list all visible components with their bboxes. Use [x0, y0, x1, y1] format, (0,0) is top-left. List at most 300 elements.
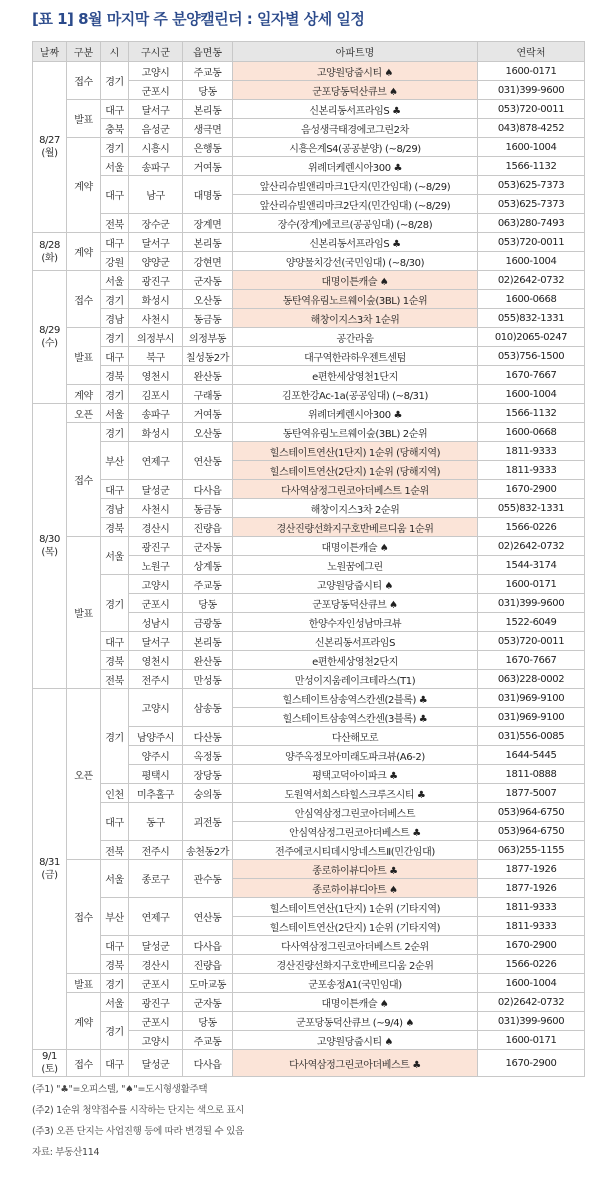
town-cell: 오산동 [183, 290, 233, 309]
town-cell: 완산동 [183, 366, 233, 385]
table-row [33, 442, 585, 461]
table-row [33, 974, 585, 993]
column-header: 읍면동 [183, 42, 233, 62]
district-cell: 달성군 [129, 480, 183, 499]
type-cell: 오픈 [67, 404, 101, 423]
town-cell: 다산동 [183, 727, 233, 746]
contact-cell: 031)969-9100 [478, 689, 585, 708]
table-row [33, 328, 585, 347]
region-cell: 서울 [101, 404, 129, 423]
contact-cell: 055)832-1331 [478, 309, 585, 328]
column-header: 시 [101, 42, 129, 62]
town-cell: 상계동 [183, 556, 233, 575]
date-cell: 8/31 (금) [33, 689, 67, 1050]
contact-cell: 1544-3174 [478, 556, 585, 575]
town-cell: 의정부동 [183, 328, 233, 347]
district-cell: 화성시 [129, 290, 183, 309]
contact-cell: 063)280-7493 [478, 214, 585, 233]
apartment-name: 군포송정A1(국민임대) [233, 974, 478, 993]
district-cell: 음성군 [129, 119, 183, 138]
table-row [33, 651, 585, 670]
region-cell: 서울 [101, 271, 129, 290]
district-cell: 영천시 [129, 366, 183, 385]
contact-cell: 1600-0171 [478, 575, 585, 594]
type-cell: 접수 [67, 1050, 101, 1077]
district-cell: 화성시 [129, 423, 183, 442]
table-row [33, 404, 585, 423]
type-cell: 계약 [67, 138, 101, 233]
district-cell: 광진구 [129, 993, 183, 1012]
apartment-name: 군포당동덕산큐브 ♠ [233, 81, 478, 100]
contact-cell: 1811-9333 [478, 442, 585, 461]
apartment-name: 양주옥정모아미래도파크뷰(A6-2) [233, 746, 478, 765]
district-cell: 종로구 [129, 860, 183, 898]
region-cell: 경북 [101, 955, 129, 974]
district-cell: 노원구 [129, 556, 183, 575]
table-row [33, 632, 585, 651]
town-cell: 진량읍 [183, 955, 233, 974]
table-row [33, 385, 585, 404]
contact-cell: 1811-9333 [478, 898, 585, 917]
contact-cell: 1600-1004 [478, 138, 585, 157]
table-row [33, 784, 585, 803]
apartment-name: 장수(장계)에코르(공공임대) (~8/28) [233, 214, 478, 233]
town-cell: 옥정동 [183, 746, 233, 765]
apartment-name: 다사역삼정그린코아더베스트 ♣ [233, 1050, 478, 1077]
contact-cell: 055)832-1331 [478, 499, 585, 518]
table-row [33, 936, 585, 955]
district-cell: 의정부시 [129, 328, 183, 347]
apartment-name: 종로하이뷰디아트 ♣ [233, 860, 478, 879]
contact-cell: 063)255-1155 [478, 841, 585, 860]
contact-cell: 063)228-0002 [478, 670, 585, 689]
table-row [33, 423, 585, 442]
type-cell: 접수 [67, 62, 101, 100]
table-row [33, 157, 585, 176]
type-cell: 발표 [67, 974, 101, 993]
contact-cell: 053)720-0011 [478, 100, 585, 119]
region-cell: 서울 [101, 993, 129, 1012]
contact-cell: 1811-9333 [478, 461, 585, 480]
town-cell: 군자동 [183, 271, 233, 290]
apartment-name: 위례더케렌시아300 ♣ [233, 157, 478, 176]
contact-cell: 1877-1926 [478, 879, 585, 898]
region-cell: 경기 [101, 62, 129, 100]
contact-cell: 1600-1004 [478, 252, 585, 271]
district-cell: 달서구 [129, 100, 183, 119]
table-row [33, 176, 585, 195]
table-row [33, 347, 585, 366]
contact-cell: 1566-1132 [478, 157, 585, 176]
town-cell: 칠성동2가 [183, 347, 233, 366]
town-cell: 당동 [183, 81, 233, 100]
town-cell: 본리동 [183, 632, 233, 651]
district-cell: 사천시 [129, 309, 183, 328]
contact-cell: 031)969-9100 [478, 708, 585, 727]
town-cell: 대명동 [183, 176, 233, 214]
apartment-name: 대명이튼캐슬 ♠ [233, 271, 478, 290]
type-cell: 계약 [67, 233, 101, 271]
apartment-name: 군포당동덕산큐브 (~9/4) ♠ [233, 1012, 478, 1031]
contact-cell: 053)625-7373 [478, 195, 585, 214]
district-cell: 달서구 [129, 233, 183, 252]
district-cell: 연제구 [129, 442, 183, 480]
table-row [33, 309, 585, 328]
contact-cell: 1670-2900 [478, 480, 585, 499]
town-cell: 강현면 [183, 252, 233, 271]
town-cell: 진량읍 [183, 518, 233, 537]
table-row [33, 1012, 585, 1031]
town-cell: 만성동 [183, 670, 233, 689]
apartment-name: e편한세상영천2단지 [233, 651, 478, 670]
region-cell: 경기 [101, 1012, 129, 1050]
region-cell: 전북 [101, 214, 129, 233]
town-cell: 본리동 [183, 100, 233, 119]
district-cell: 김포시 [129, 385, 183, 404]
apartment-name: 경산진량선화지구호반베르디움 2순위 [233, 955, 478, 974]
table-body [33, 62, 585, 1077]
region-cell: 대구 [101, 100, 129, 119]
apartment-name: 고양원당줍시티 ♠ [233, 575, 478, 594]
district-cell: 남양주시 [129, 727, 183, 746]
town-cell: 도마교동 [183, 974, 233, 993]
contact-cell: 031)399-9600 [478, 1012, 585, 1031]
type-cell: 오픈 [67, 689, 101, 860]
district-cell: 달서구 [129, 632, 183, 651]
apartment-name: 힐스테이트연산(1단지) 1순위 (당해지역) [233, 442, 478, 461]
district-cell: 양양군 [129, 252, 183, 271]
town-cell: 장당동 [183, 765, 233, 784]
date-cell: 8/28 (화) [33, 233, 67, 271]
contact-cell: 1877-1926 [478, 860, 585, 879]
district-cell: 군포시 [129, 81, 183, 100]
contact-cell: 1566-0226 [478, 518, 585, 537]
apartment-name: 대구역한라하우젠트센텀 [233, 347, 478, 366]
region-cell: 경기 [101, 689, 129, 784]
apartment-name: 힐스테이트연산(1단지) 1순위 (기타지역) [233, 898, 478, 917]
town-cell: 생극면 [183, 119, 233, 138]
apartment-name: 동탄역유림노르웨이숲(3BL) 2순위 [233, 423, 478, 442]
apartment-name: 대명이튼캐슬 ♠ [233, 993, 478, 1012]
table-row [33, 575, 585, 594]
apartment-name: 힐스테이트연산(2단지) 1순위 (기타지역) [233, 917, 478, 936]
contact-cell: 053)720-0011 [478, 233, 585, 252]
column-header: 아파트명 [233, 42, 478, 62]
district-cell: 고양시 [129, 575, 183, 594]
column-header: 구시군 [129, 42, 183, 62]
apartment-name: 해창이지스3차 2순위 [233, 499, 478, 518]
district-cell: 군포시 [129, 594, 183, 613]
contact-cell: 031)399-9600 [478, 81, 585, 100]
apartment-name: 공간라움 [233, 328, 478, 347]
apartment-name: 힐스테이트삼송역스칸센(2블록) ♣ [233, 689, 478, 708]
district-cell: 시흥시 [129, 138, 183, 157]
town-cell: 군자동 [183, 537, 233, 556]
region-cell: 경기 [101, 290, 129, 309]
district-cell: 남구 [129, 176, 183, 214]
table-row [33, 119, 585, 138]
region-cell: 충북 [101, 119, 129, 138]
table-row [33, 290, 585, 309]
table-row [33, 537, 585, 556]
contact-cell: 1670-7667 [478, 651, 585, 670]
region-cell: 서울 [101, 157, 129, 176]
apartment-name: 안심역삼정그린코아더베스트 [233, 803, 478, 822]
town-cell: 연산동 [183, 898, 233, 936]
column-header: 연락처 [478, 42, 585, 62]
date-cell: 8/30 (목) [33, 404, 67, 689]
district-cell: 미추홀구 [129, 784, 183, 803]
region-cell: 서울 [101, 860, 129, 898]
region-cell: 경남 [101, 309, 129, 328]
contact-cell: 1600-1004 [478, 974, 585, 993]
contact-cell: 1670-7667 [478, 366, 585, 385]
town-cell: 괴전동 [183, 803, 233, 841]
apartment-name: 양양물치강선(국민임대) (~8/30) [233, 252, 478, 271]
apartment-name: 대명이튼캐슬 ♠ [233, 537, 478, 556]
contact-cell: 031)399-9600 [478, 594, 585, 613]
contact-cell: 1670-2900 [478, 1050, 585, 1077]
table-row [33, 271, 585, 290]
district-cell: 달성군 [129, 936, 183, 955]
table-row [33, 860, 585, 879]
column-header: 구분 [67, 42, 101, 62]
region-cell: 대구 [101, 347, 129, 366]
town-cell: 장계면 [183, 214, 233, 233]
type-cell: 계약 [67, 993, 101, 1050]
footnote: (주2) 1순위 청약접수를 시작하는 단지는 색으로 표시 [32, 1105, 245, 1116]
apartment-name: 전주에코시티데시앙네스트Ⅱ(민간임대) [233, 841, 478, 860]
town-cell: 다사읍 [183, 936, 233, 955]
town-cell: 관수동 [183, 860, 233, 898]
table-row [33, 803, 585, 822]
contact-cell: 1600-0171 [478, 62, 585, 81]
type-cell: 접수 [67, 423, 101, 537]
town-cell: 연산동 [183, 442, 233, 480]
type-cell: 접수 [67, 271, 101, 328]
region-cell: 경북 [101, 366, 129, 385]
apartment-name: 동탄역유림노르웨이숲(3BL) 1순위 [233, 290, 478, 309]
region-cell: 대구 [101, 480, 129, 499]
table-row [33, 233, 585, 252]
town-cell: 군자동 [183, 993, 233, 1012]
type-cell: 접수 [67, 860, 101, 974]
region-cell: 경북 [101, 651, 129, 670]
town-cell: 동금동 [183, 309, 233, 328]
town-cell: 주교동 [183, 62, 233, 81]
apartment-name: 김포한강Ac-1a(공공임대) (~8/31) [233, 385, 478, 404]
apartment-name: 한양수자인성남마크뷰 [233, 613, 478, 632]
table-row [33, 1050, 585, 1077]
town-cell: 완산동 [183, 651, 233, 670]
apartment-name: 안심역삼정그린코아더베스트 ♣ [233, 822, 478, 841]
apartment-name: 고양원당줍시티 ♠ [233, 62, 478, 81]
region-cell: 경기 [101, 385, 129, 404]
district-cell: 성남시 [129, 613, 183, 632]
town-cell: 거여동 [183, 157, 233, 176]
district-cell: 군포시 [129, 974, 183, 993]
contact-cell: 1600-0668 [478, 423, 585, 442]
district-cell: 고양시 [129, 62, 183, 81]
town-cell: 금광동 [183, 613, 233, 632]
contact-cell: 043)878-4252 [478, 119, 585, 138]
apartment-name: 노원꿈에그린 [233, 556, 478, 575]
region-cell: 강원 [101, 252, 129, 271]
table-row [33, 841, 585, 860]
region-cell: 전북 [101, 670, 129, 689]
district-cell: 전주시 [129, 670, 183, 689]
contact-cell: 053)964-6750 [478, 803, 585, 822]
column-header: 날짜 [33, 42, 67, 62]
contact-cell: 1877-5007 [478, 784, 585, 803]
town-cell: 거여동 [183, 404, 233, 423]
apartment-name: 다사역삼정그린코아더베스트 2순위 [233, 936, 478, 955]
type-cell: 발표 [67, 537, 101, 689]
contact-cell: 1600-0668 [478, 290, 585, 309]
apartment-name: 신본리동서프라임S ♣ [233, 233, 478, 252]
district-cell: 송파구 [129, 157, 183, 176]
town-cell: 다사읍 [183, 480, 233, 499]
contact-cell: 1600-1004 [478, 385, 585, 404]
region-cell: 경기 [101, 575, 129, 632]
contact-cell: 053)964-6750 [478, 822, 585, 841]
region-cell: 대구 [101, 936, 129, 955]
apartment-name: 다산해모로 [233, 727, 478, 746]
table-row [33, 670, 585, 689]
apartment-name: 음성생극태경에코그린2차 [233, 119, 478, 138]
date-cell: 8/27 (월) [33, 62, 67, 233]
district-cell: 평택시 [129, 765, 183, 784]
apartment-name: 평택고덕아이파크 ♣ [233, 765, 478, 784]
contact-cell: 1522-6049 [478, 613, 585, 632]
footnote: (주1) "♣"=오피스텔, "♠"=도시형생활주택 [32, 1084, 208, 1095]
region-cell: 대구 [101, 632, 129, 651]
region-cell: 인천 [101, 784, 129, 803]
contact-cell: 031)556-0085 [478, 727, 585, 746]
town-cell: 구래동 [183, 385, 233, 404]
district-cell: 장수군 [129, 214, 183, 233]
contact-cell: 053)720-0011 [478, 632, 585, 651]
town-cell: 다사읍 [183, 1050, 233, 1077]
table-row [33, 955, 585, 974]
apartment-name: 다사역삼정그린코아더베스트 1순위 [233, 480, 478, 499]
type-cell: 계약 [67, 385, 101, 404]
contact-cell: 1644-5445 [478, 746, 585, 765]
apartment-name: 신본리동서프라임S [233, 632, 478, 651]
region-cell: 대구 [101, 803, 129, 841]
contact-cell: 1566-0226 [478, 955, 585, 974]
district-cell: 경산시 [129, 955, 183, 974]
apartment-name: 종로하이뷰디아트 ♠ [233, 879, 478, 898]
region-cell: 부산 [101, 442, 129, 480]
district-cell: 달성군 [129, 1050, 183, 1077]
contact-cell: 1670-2900 [478, 936, 585, 955]
district-cell: 사천시 [129, 499, 183, 518]
page-title: [표 1] 8월 마지막 주 분양캘린더 : 일자별 상세 일정 [32, 10, 365, 28]
contact-cell: 1811-9333 [478, 917, 585, 936]
region-cell: 대구 [101, 176, 129, 214]
apartment-name: 신본리동서프라임S ♣ [233, 100, 478, 119]
apartment-name: 시흥은계S4(공공분양) (~8/29) [233, 138, 478, 157]
district-cell: 동구 [129, 803, 183, 841]
region-cell: 경북 [101, 518, 129, 537]
apartment-name: 앞산리슈빌앤리마크2단지(민간임대) (~8/29) [233, 195, 478, 214]
type-cell: 발표 [67, 100, 101, 138]
district-cell: 고양시 [129, 1031, 183, 1050]
contact-cell: 010)2065-0247 [478, 328, 585, 347]
district-cell: 군포시 [129, 1012, 183, 1031]
district-cell: 전주시 [129, 841, 183, 860]
table-row [33, 993, 585, 1012]
contact-cell: 053)625-7373 [478, 176, 585, 195]
source-note: 자료: 부동산114 [32, 1147, 100, 1158]
footnote: (주3) 오픈 단지는 사업진행 등에 따라 변경될 수 있음 [32, 1126, 244, 1137]
region-cell: 대구 [101, 233, 129, 252]
table-row [33, 252, 585, 271]
table-row [33, 898, 585, 917]
table-row [33, 480, 585, 499]
district-cell: 고양시 [129, 689, 183, 727]
region-cell: 경기 [101, 138, 129, 157]
contact-cell: 02)2642-0732 [478, 993, 585, 1012]
table-row [33, 518, 585, 537]
region-cell: 대구 [101, 1050, 129, 1077]
region-cell: 경기 [101, 423, 129, 442]
apartment-name: 해창이지스3차 1순위 [233, 309, 478, 328]
district-cell: 광진구 [129, 271, 183, 290]
date-cell: 9/1 (토) [33, 1050, 67, 1077]
town-cell: 송천동2가 [183, 841, 233, 860]
town-cell: 주교동 [183, 1031, 233, 1050]
table-row [33, 214, 585, 233]
contact-cell: 1566-1132 [478, 404, 585, 423]
apartment-name: 경산진량선화지구호반베르디움 1순위 [233, 518, 478, 537]
town-cell: 당동 [183, 594, 233, 613]
district-cell: 영천시 [129, 651, 183, 670]
district-cell: 연제구 [129, 898, 183, 936]
table-row [33, 689, 585, 708]
table-row [33, 138, 585, 157]
town-cell: 은행동 [183, 138, 233, 157]
region-cell: 경기 [101, 974, 129, 993]
table-row [33, 100, 585, 119]
region-cell: 경기 [101, 328, 129, 347]
type-cell: 발표 [67, 328, 101, 385]
apartment-name: 힐스테이트연산(2단지) 1순위 (당해지역) [233, 461, 478, 480]
contact-cell: 02)2642-0732 [478, 537, 585, 556]
contact-cell: 02)2642-0732 [478, 271, 585, 290]
apartment-name: 힐스테이트삼송역스칸센(3블록) ♣ [233, 708, 478, 727]
apartment-name: e편한세상영천1단지 [233, 366, 478, 385]
town-cell: 주교동 [183, 575, 233, 594]
district-cell: 송파구 [129, 404, 183, 423]
date-cell: 8/29 (수) [33, 271, 67, 404]
district-cell: 북구 [129, 347, 183, 366]
contact-cell: 1600-0171 [478, 1031, 585, 1050]
table-header-row [33, 42, 585, 62]
table-row [33, 366, 585, 385]
district-cell: 양주시 [129, 746, 183, 765]
region-cell: 전북 [101, 841, 129, 860]
table-row [33, 62, 585, 81]
schedule-table [32, 41, 585, 1077]
region-cell: 경남 [101, 499, 129, 518]
apartment-name: 앞산리슈빌앤리마크1단지(민간임대) (~8/29) [233, 176, 478, 195]
town-cell: 당동 [183, 1012, 233, 1031]
town-cell: 삼송동 [183, 689, 233, 727]
town-cell: 숭의동 [183, 784, 233, 803]
contact-cell: 1811-0888 [478, 765, 585, 784]
